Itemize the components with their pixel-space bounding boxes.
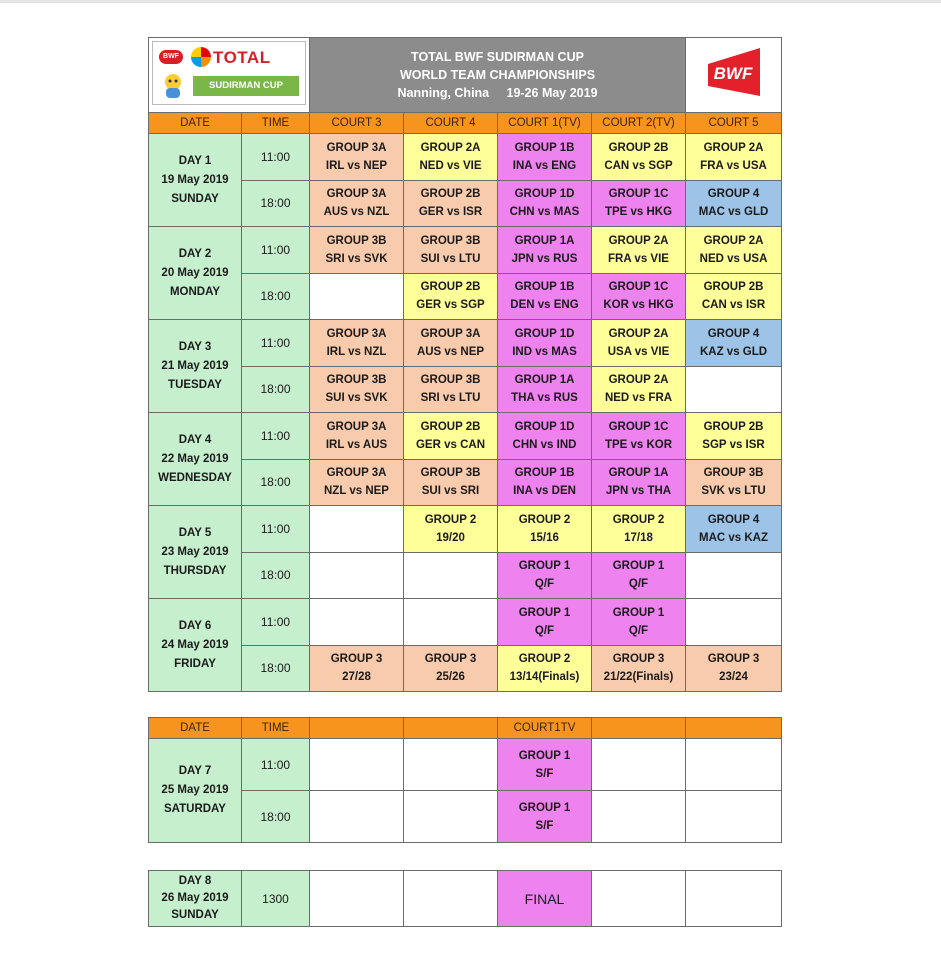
total-brand-text: TOTAL bbox=[213, 48, 271, 67]
time-cell: 18:00 bbox=[242, 552, 310, 599]
match-label: INA vs DEN bbox=[513, 485, 576, 498]
group-label: GROUP 1 bbox=[518, 606, 571, 619]
group-label: GROUP 1 bbox=[612, 606, 665, 619]
group-label: GROUP 1C bbox=[608, 188, 669, 201]
match-label: SUI vs SVK bbox=[325, 392, 388, 405]
time-cell: 11:00 bbox=[242, 320, 310, 367]
day-date: 19 May 2019 bbox=[161, 173, 229, 186]
group-label: GROUP 1B bbox=[514, 281, 575, 294]
empty-cell bbox=[404, 871, 498, 927]
match-label: Q/F bbox=[628, 624, 649, 637]
session-row bbox=[149, 366, 782, 413]
match-cell bbox=[498, 791, 592, 843]
match-cell-court-5 bbox=[686, 459, 782, 506]
empty-cell bbox=[592, 791, 686, 843]
group-label: GROUP 3A bbox=[326, 141, 387, 154]
group-label: GROUP 3A bbox=[326, 327, 387, 340]
group-label: GROUP 2B bbox=[608, 141, 669, 154]
empty-cell bbox=[310, 552, 404, 599]
match-cell-court-5 bbox=[686, 227, 782, 274]
time-cell: 11:00 bbox=[242, 134, 310, 181]
empty-cell bbox=[686, 791, 782, 843]
session-row bbox=[149, 552, 782, 599]
match-cell-court-5 bbox=[686, 180, 782, 227]
match-cell-court-5 bbox=[686, 273, 782, 320]
header-court1tv: COURT1TV bbox=[498, 718, 592, 739]
day-date: 25 May 2019 bbox=[161, 784, 229, 796]
time-cell: 1300 bbox=[242, 871, 310, 927]
match-cell-court-3 bbox=[310, 459, 404, 506]
match-cell-court-2-tv bbox=[592, 320, 686, 367]
session-row bbox=[149, 180, 782, 227]
day-label: DAY 8 bbox=[178, 875, 212, 887]
bwf-logo-text: BWF bbox=[713, 64, 752, 83]
group-label: GROUP 3A bbox=[326, 467, 387, 480]
header-empty bbox=[404, 718, 498, 739]
day-label: DAY 7 bbox=[178, 765, 212, 777]
empty-cell bbox=[592, 871, 686, 927]
match-label: INA vs ENG bbox=[512, 159, 577, 172]
group-label: GROUP 2A bbox=[608, 234, 669, 247]
day-cell bbox=[149, 320, 242, 413]
session-row bbox=[149, 506, 782, 553]
match-cell-court-2-tv bbox=[592, 506, 686, 553]
group-label: GROUP 1B bbox=[514, 467, 575, 480]
match-cell-court-1-tv bbox=[498, 413, 592, 460]
match-label: 23/24 bbox=[719, 671, 748, 684]
top-border bbox=[0, 0, 941, 3]
empty-cell bbox=[686, 871, 782, 927]
group-label: GROUP 1C bbox=[608, 281, 669, 294]
match-cell-court-5 bbox=[686, 506, 782, 553]
match-label: GER vs SGP bbox=[416, 299, 485, 312]
match-label: Q/F bbox=[628, 578, 649, 591]
match-cell-court-1-tv bbox=[498, 320, 592, 367]
semifinal-table bbox=[148, 717, 782, 843]
empty-cell bbox=[404, 552, 498, 599]
match-cell-court-2-tv bbox=[592, 273, 686, 320]
match-label: KAZ vs GLD bbox=[699, 345, 768, 358]
session-row bbox=[149, 134, 782, 181]
match-cell-court-1-tv bbox=[498, 227, 592, 274]
empty-cell bbox=[404, 739, 498, 791]
day-weekday: TUESDAY bbox=[168, 378, 222, 391]
group-label: GROUP 3A bbox=[420, 327, 481, 340]
session-row bbox=[149, 599, 782, 646]
match-label: NED vs VIE bbox=[419, 159, 482, 172]
bwf-flag-icon bbox=[702, 42, 766, 102]
match-label: 15/16 bbox=[530, 531, 559, 544]
match-cell-court-4 bbox=[404, 645, 498, 692]
time-cell: 11:00 bbox=[242, 227, 310, 274]
match-label: JPN vs THA bbox=[605, 485, 672, 498]
time-cell: 18:00 bbox=[242, 180, 310, 227]
header-empty bbox=[592, 718, 686, 739]
time-cell: 11:00 bbox=[242, 599, 310, 646]
session-row bbox=[149, 791, 782, 843]
header-court-2-tv: COURT 2(TV) bbox=[592, 113, 686, 134]
match-cell-court-2-tv bbox=[592, 134, 686, 181]
match-cell-court-2-tv bbox=[592, 413, 686, 460]
match-label: 21/22(Finals) bbox=[603, 671, 674, 684]
group-label: GROUP 3A bbox=[326, 420, 387, 433]
match-label: GER vs CAN bbox=[415, 438, 486, 451]
match-cell-court-1-tv bbox=[498, 366, 592, 413]
title-line-2: WORLD TEAM CHAMPIONSHIPS bbox=[399, 68, 596, 82]
header-time: TIME bbox=[242, 113, 310, 134]
day-weekday: WEDNESDAY bbox=[158, 471, 232, 484]
tournament-title bbox=[310, 38, 686, 113]
session-row bbox=[149, 320, 782, 367]
match-cell-court-1-tv bbox=[498, 506, 592, 553]
empty-cell bbox=[310, 871, 404, 927]
group-label: GROUP 2B bbox=[703, 420, 764, 433]
match-cell-court-1-tv bbox=[498, 599, 592, 646]
match-cell-court-1-tv bbox=[498, 134, 592, 181]
match-label: SRI vs SVK bbox=[325, 252, 388, 265]
match-cell-court-5 bbox=[686, 413, 782, 460]
day-label: DAY 6 bbox=[178, 619, 212, 632]
group-label: GROUP 2B bbox=[420, 420, 481, 433]
header-court-1-tv: COURT 1(TV) bbox=[498, 113, 592, 134]
match-cell-court-2-tv bbox=[592, 180, 686, 227]
match-label: SUI vs LTU bbox=[420, 252, 481, 265]
empty-cell bbox=[686, 739, 782, 791]
day-weekday: FRIDAY bbox=[174, 657, 216, 670]
match-cell-court-1-tv bbox=[498, 273, 592, 320]
empty-cell bbox=[686, 366, 782, 413]
session-row bbox=[149, 227, 782, 274]
title-line-3: Nanning, China 19-26 May 2019 bbox=[397, 86, 598, 100]
day-date: 20 May 2019 bbox=[161, 266, 229, 279]
empty-cell bbox=[310, 506, 404, 553]
group-label: GROUP 1D bbox=[514, 327, 575, 340]
empty-cell bbox=[404, 599, 498, 646]
session-row bbox=[149, 413, 782, 460]
group-label: GROUP 2B bbox=[420, 281, 481, 294]
group-label: GROUP 2A bbox=[703, 141, 764, 154]
group-label: GROUP 2A bbox=[608, 374, 669, 387]
match-label: JPN vs RUS bbox=[511, 252, 578, 265]
match-label: GER vs ISR bbox=[418, 206, 483, 219]
match-cell-court-2-tv bbox=[592, 227, 686, 274]
group-label: GROUP 1A bbox=[514, 374, 575, 387]
match-label: SVK vs LTU bbox=[701, 485, 766, 498]
header-empty bbox=[310, 718, 404, 739]
title-row bbox=[149, 38, 782, 113]
final-cell: FINAL bbox=[498, 871, 592, 927]
day-cell bbox=[149, 871, 242, 927]
total-sudirman-logo bbox=[149, 38, 310, 113]
session-row bbox=[149, 459, 782, 506]
match-cell-court-4 bbox=[404, 320, 498, 367]
bwf-badge-icon: BWF bbox=[159, 50, 183, 64]
day-cell bbox=[149, 134, 242, 227]
group-label: GROUP 3B bbox=[420, 467, 481, 480]
match-cell-court-3 bbox=[310, 645, 404, 692]
group-label: GROUP 2B bbox=[703, 281, 764, 294]
empty-cell bbox=[404, 791, 498, 843]
match-label: CHN vs MAS bbox=[509, 206, 580, 219]
match-label: SGP vs ISR bbox=[702, 438, 765, 451]
match-cell-court-1-tv bbox=[498, 552, 592, 599]
match-cell-court-4 bbox=[404, 134, 498, 181]
empty-cell bbox=[686, 599, 782, 646]
match-label: MAC vs GLD bbox=[698, 206, 769, 219]
sudirman-cup-label: SUDIRMAN CUP bbox=[193, 76, 299, 96]
group-label: GROUP 2A bbox=[703, 234, 764, 247]
match-cell-court-1-tv bbox=[498, 645, 592, 692]
day-label: DAY 1 bbox=[178, 154, 212, 167]
group-label: GROUP 3 bbox=[707, 653, 760, 666]
header-row bbox=[149, 113, 782, 134]
match-cell-court-1-tv bbox=[498, 180, 592, 227]
match-label: NZL vs NEP bbox=[324, 485, 389, 498]
group-label: GROUP 2A bbox=[608, 327, 669, 340]
match-cell-court-1-tv bbox=[498, 459, 592, 506]
match-cell-court-4 bbox=[404, 180, 498, 227]
header-date-2: DATE bbox=[149, 718, 242, 739]
day-label: DAY 3 bbox=[178, 340, 212, 353]
group-label: GROUP 3A bbox=[326, 188, 387, 201]
match-label: USA vs VIE bbox=[607, 345, 670, 358]
group-label: GROUP 1C bbox=[608, 420, 669, 433]
group-label: GROUP 1 bbox=[612, 560, 665, 573]
match-cell-court-3 bbox=[310, 134, 404, 181]
match-label: TPE vs HKG bbox=[604, 206, 673, 219]
match-label: 27/28 bbox=[342, 671, 371, 684]
header-time-2: TIME bbox=[242, 718, 310, 739]
match-label: IRL vs AUS bbox=[325, 438, 388, 451]
day-label: DAY 2 bbox=[178, 247, 212, 260]
group-label: GROUP 2 bbox=[518, 513, 571, 526]
day-cell bbox=[149, 506, 242, 599]
match-cell-court-4 bbox=[404, 227, 498, 274]
group-label: GROUP 1A bbox=[514, 234, 575, 247]
match-label: IND vs MAS bbox=[512, 345, 577, 358]
schedule-table bbox=[148, 37, 782, 692]
match-cell-court-5 bbox=[686, 645, 782, 692]
header-court-4: COURT 4 bbox=[404, 113, 498, 134]
header-court-3: COURT 3 bbox=[310, 113, 404, 134]
header-court-5: COURT 5 bbox=[686, 113, 782, 134]
session-row bbox=[149, 273, 782, 320]
group-label: GROUP 3 bbox=[612, 653, 665, 666]
group-label: GROUP 1A bbox=[608, 467, 669, 480]
group-label: GROUP 3B bbox=[703, 467, 764, 480]
match-cell-court-2-tv bbox=[592, 552, 686, 599]
group-label: GROUP 3 bbox=[424, 653, 477, 666]
group-label: GROUP 1 bbox=[518, 560, 571, 573]
match-label: S/F bbox=[535, 819, 554, 832]
match-cell-court-4 bbox=[404, 366, 498, 413]
day-cell bbox=[149, 599, 242, 692]
match-label: NED vs FRA bbox=[604, 392, 673, 405]
final-table bbox=[148, 870, 782, 927]
group-label: GROUP 1 bbox=[518, 749, 571, 762]
match-cell-court-2-tv bbox=[592, 599, 686, 646]
day-weekday: MONDAY bbox=[169, 285, 221, 298]
group-label: GROUP 2 bbox=[612, 513, 665, 526]
group-label: GROUP 2 bbox=[518, 653, 571, 666]
group-label: GROUP 2A bbox=[420, 141, 481, 154]
group-label: GROUP 3B bbox=[326, 234, 387, 247]
time-cell: 18:00 bbox=[242, 459, 310, 506]
match-label: 19/20 bbox=[436, 531, 465, 544]
day-date: 23 May 2019 bbox=[161, 545, 229, 558]
match-label: DEN vs ENG bbox=[510, 299, 579, 312]
match-label: TPE vs KOR bbox=[604, 438, 673, 451]
match-label: Q/F bbox=[534, 624, 555, 637]
match-label: IRL vs NZL bbox=[326, 345, 387, 358]
match-label: AUS vs NEP bbox=[416, 345, 485, 358]
time-cell: 11:00 bbox=[242, 413, 310, 460]
match-label: S/F bbox=[535, 767, 554, 780]
total-ring-icon bbox=[191, 47, 211, 67]
mascot-icon bbox=[157, 70, 189, 102]
match-cell-court-5 bbox=[686, 134, 782, 181]
session-row bbox=[149, 739, 782, 791]
match-label: FRA vs VIE bbox=[608, 252, 669, 265]
match-cell-court-2-tv bbox=[592, 459, 686, 506]
day-label: DAY 4 bbox=[178, 433, 212, 446]
time-cell: 11:00 bbox=[242, 506, 310, 553]
match-cell-court-3 bbox=[310, 227, 404, 274]
group-label: GROUP 2B bbox=[420, 188, 481, 201]
empty-cell bbox=[592, 739, 686, 791]
empty-cell bbox=[310, 273, 404, 320]
day-weekday: SUNDAY bbox=[171, 192, 219, 205]
day-cell bbox=[149, 227, 242, 320]
match-cell-court-3 bbox=[310, 180, 404, 227]
match-label: SRI vs LTU bbox=[420, 392, 481, 405]
day-weekday: SUNDAY bbox=[171, 909, 219, 921]
day-cell bbox=[149, 739, 242, 843]
match-label: 17/18 bbox=[624, 531, 653, 544]
group-label: GROUP 1D bbox=[514, 420, 575, 433]
match-cell bbox=[498, 739, 592, 791]
match-label: 13/14(Finals) bbox=[509, 671, 580, 684]
empty-cell bbox=[310, 791, 404, 843]
match-cell-court-4 bbox=[404, 413, 498, 460]
empty-cell bbox=[310, 739, 404, 791]
day-weekday: SATURDAY bbox=[164, 803, 226, 815]
group-label: GROUP 4 bbox=[707, 327, 760, 340]
match-label: CHN vs IND bbox=[512, 438, 577, 451]
match-cell-court-4 bbox=[404, 506, 498, 553]
group-label: GROUP 2 bbox=[424, 513, 477, 526]
header-date: DATE bbox=[149, 113, 242, 134]
group-label: GROUP 3B bbox=[420, 234, 481, 247]
match-label: AUS vs NZL bbox=[323, 206, 390, 219]
match-cell-court-2-tv bbox=[592, 645, 686, 692]
match-label: THA vs RUS bbox=[511, 392, 578, 405]
match-label: 25/26 bbox=[436, 671, 465, 684]
match-cell-court-2-tv bbox=[592, 366, 686, 413]
group-label: GROUP 4 bbox=[707, 513, 760, 526]
day-date: 21 May 2019 bbox=[161, 359, 229, 372]
time-cell: 18:00 bbox=[242, 791, 310, 843]
match-label: CAN vs ISR bbox=[701, 299, 766, 312]
day-date: 26 May 2019 bbox=[161, 892, 229, 904]
header-row-2 bbox=[149, 718, 782, 739]
title-line-1: TOTAL BWF SUDIRMAN CUP bbox=[411, 50, 584, 64]
group-label: GROUP 3B bbox=[326, 374, 387, 387]
group-label: GROUP 1B bbox=[514, 141, 575, 154]
day-label: DAY 5 bbox=[178, 526, 212, 539]
group-label: GROUP 3 bbox=[330, 653, 383, 666]
time-cell: 18:00 bbox=[242, 366, 310, 413]
time-cell: 11:00 bbox=[242, 739, 310, 791]
day-date: 22 May 2019 bbox=[161, 452, 229, 465]
group-label: GROUP 1D bbox=[514, 188, 575, 201]
match-label: NED vs USA bbox=[699, 252, 768, 265]
match-label: SUI vs SRI bbox=[421, 485, 480, 498]
time-cell: 18:00 bbox=[242, 273, 310, 320]
match-cell-court-3 bbox=[310, 320, 404, 367]
final-row bbox=[149, 871, 782, 927]
match-label: CAN vs SGP bbox=[604, 159, 673, 172]
empty-cell bbox=[310, 599, 404, 646]
match-cell-court-3 bbox=[310, 413, 404, 460]
day-weekday: THURSDAY bbox=[163, 564, 227, 577]
day-cell bbox=[149, 413, 242, 506]
group-label: GROUP 1 bbox=[518, 801, 571, 814]
match-cell-court-5 bbox=[686, 320, 782, 367]
session-row bbox=[149, 645, 782, 692]
match-cell-court-4 bbox=[404, 273, 498, 320]
time-cell: 18:00 bbox=[242, 645, 310, 692]
match-label: MAC vs KAZ bbox=[699, 531, 769, 544]
group-label: GROUP 3B bbox=[420, 374, 481, 387]
match-label: Q/F bbox=[534, 578, 555, 591]
match-label: FRA vs USA bbox=[700, 159, 767, 172]
match-label: KOR vs HKG bbox=[603, 299, 674, 312]
bwf-logo bbox=[686, 38, 782, 113]
header-empty bbox=[686, 718, 782, 739]
match-label: IRL vs NEP bbox=[325, 159, 388, 172]
match-cell-court-3 bbox=[310, 366, 404, 413]
empty-cell bbox=[686, 552, 782, 599]
group-label: GROUP 4 bbox=[707, 188, 760, 201]
match-cell-court-4 bbox=[404, 459, 498, 506]
day-date: 24 May 2019 bbox=[161, 638, 229, 651]
